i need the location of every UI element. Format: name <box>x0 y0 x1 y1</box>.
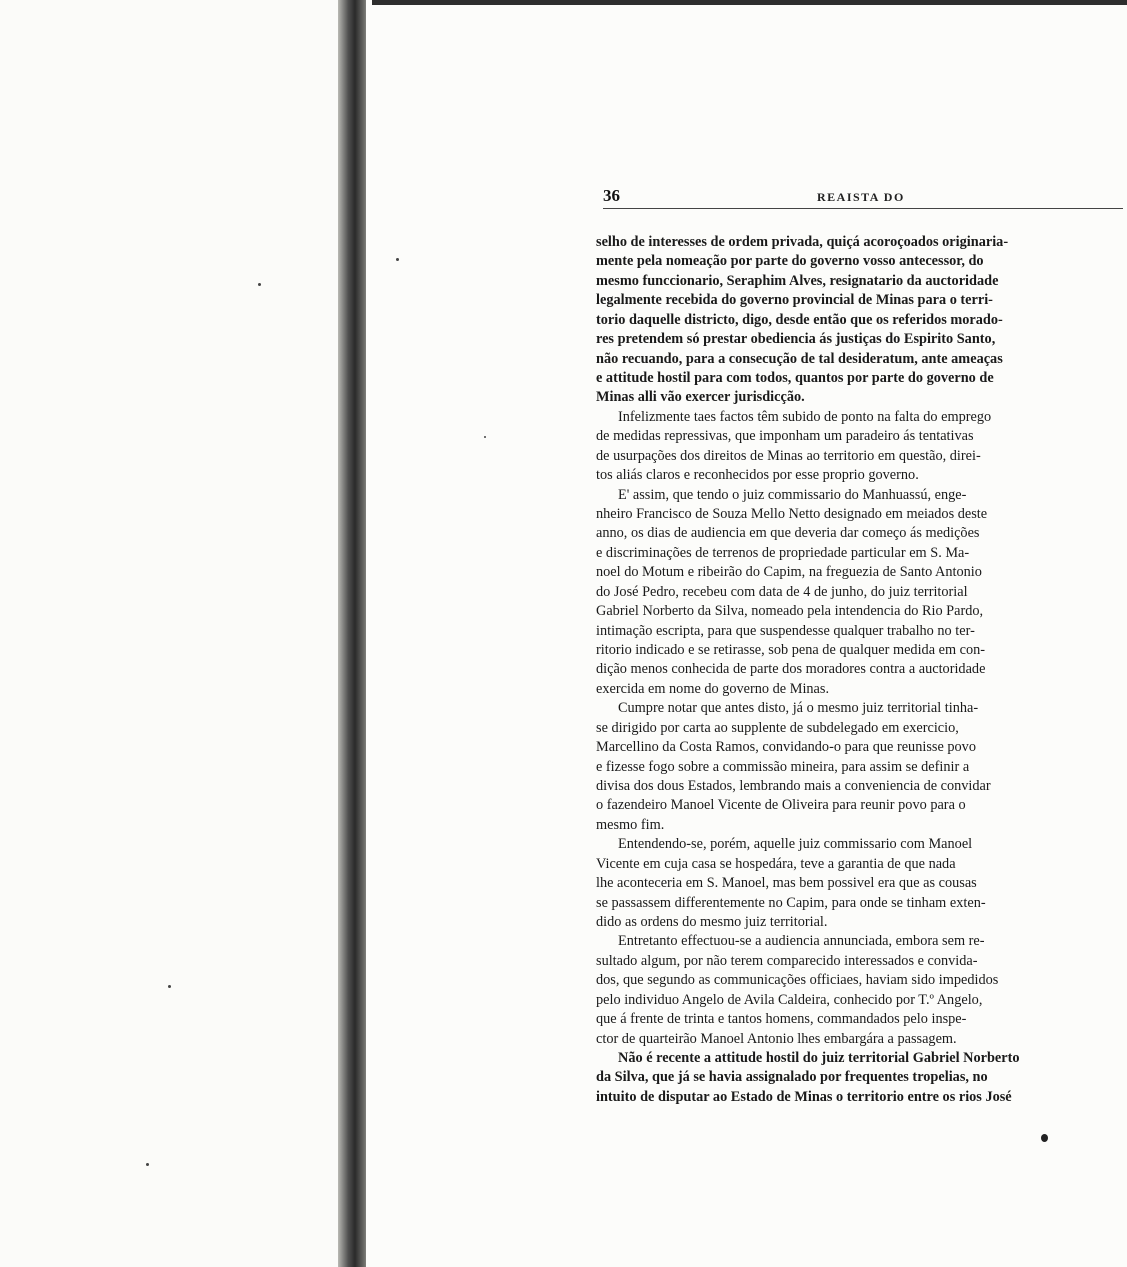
text-line: que á frente de trinta e tantos homens, commandados pelo inspe- <box>596 1011 967 1028</box>
text-line: selho de interesses de ordem privada, quiçá acoroçoados originaria- <box>596 234 1009 250</box>
text-line: mesmo fim. <box>596 816 665 833</box>
text-line: mente pela nomeação por parte do governo vosso antecessor, do <box>596 253 984 270</box>
text-line: E' assim, que tendo o juiz commissario do Manhuassú, enge- <box>618 486 967 503</box>
page-header <box>603 186 1125 210</box>
text-line: intuito de disputar ao Estado de Minas o territorio entre os rios José <box>596 1088 1012 1105</box>
text-line: Não é recente a attitude hostil do juiz territorial Gabriel Norberto <box>618 1050 1020 1067</box>
text-line: ctor de quarteirão Manoel Antonio lhes embargára a passagem. <box>596 1030 957 1047</box>
text-line: Cumpre notar que antes disto, já o mesmo juiz territorial tinha- <box>618 700 979 717</box>
text-line: de usurpações dos direitos de Minas ao territorio em questão, direi- <box>596 447 981 464</box>
text-line: e attitude hostil para com todos, quantos por parte do governo de <box>596 370 994 386</box>
text-line: lhe aconteceria em S. Manoel, mas bem possivel era que as cousas <box>596 875 977 892</box>
text-line: o fazendeiro Manoel Vicente de Oliveira para reunir povo para o <box>596 797 966 814</box>
text-line: Vicente em cuja casa se hospedára, teve a garantia de que nada <box>596 855 956 872</box>
text-line: Marcellino da Costa Ramos, convidando-o para que reunisse povo <box>596 739 976 756</box>
text-line: nheiro Francisco de Souza Mello Netto designado em meiados deste <box>596 506 988 523</box>
text-line: da Silva, que já se havia assignalado por frequentes tropelias, no <box>596 1069 988 1086</box>
text-line: pelo individuo Angelo de Avila Caldeira, conhecido por T.º Angelo, <box>596 991 983 1008</box>
text-line: divisa dos dous Estados, lembrando mais a conveniencia de convidar <box>596 778 991 795</box>
ink-speck <box>258 283 261 286</box>
text-line: sultado algum, por não terem comparecido interessados e convida- <box>596 952 978 969</box>
header-rule <box>603 208 1123 209</box>
text-line: se passassem differentemente no Capim, para onde se tinham exten- <box>596 894 986 911</box>
text-line: ritorio indicado e se retirasse, sob pena de qualquer medida em con- <box>596 642 986 659</box>
ink-speck <box>168 985 171 988</box>
text-line: noel do Motum e ribeirão do Capim, na freguezia de Santo Antonio <box>596 564 982 581</box>
text-line: do José Pedro, recebeu com data de 4 de junho, do juiz territorial <box>596 583 968 600</box>
text-line: de medidas repressivas, que imponham um paradeiro ás tentativas <box>596 428 974 445</box>
text-line: anno, os dias de audiencia em que deveria dar começo ás medições <box>596 525 980 542</box>
text-line: exercida em nome do governo de Minas. <box>596 680 830 697</box>
text-line: e fizesse fogo sobre a commissão mineira, para assim se definir a <box>596 758 970 775</box>
running-head: REAISTA DO <box>817 190 905 204</box>
text-line: legalmente recebida do governo provincial de Minas para o terri- <box>596 292 993 309</box>
ink-speck <box>484 436 486 438</box>
text-line: e discriminações de terrenos de propriedade particular em S. Ma- <box>596 544 970 561</box>
text-line: Infelizmente taes factos têm subido de ponto na falta do emprego <box>618 408 992 425</box>
text-line: Entendendo-se, porém, aquelle juiz commissario com Manoel <box>618 836 973 853</box>
text-line: se dirigido por carta ao supplente de subdelegado em exercicio, <box>596 719 959 736</box>
ink-speck <box>396 258 399 261</box>
text-line: Entretanto effectuou-se a audiencia annunciada, embora sem re- <box>618 933 985 950</box>
text-line: intimação escripta, para que suspendesse qualquer trabalho no ter- <box>596 622 975 639</box>
text-line: dos, que segundo as communicações officiaes, haviam sido impedidos <box>596 972 999 989</box>
text-line: torio daquelle districto, digo, desde então que os referidos morado- <box>596 311 1003 328</box>
text-line: res pretendem só prestar obediencia ás justiças do Espirito Santo, <box>596 331 996 348</box>
page-number: 36 <box>603 186 620 205</box>
text-line: dição menos conhecida de parte dos moradores contra a auctoridade <box>596 661 986 678</box>
page-top-edge <box>372 0 1127 5</box>
text-line: mesmo funccionario, Seraphim Alves, resignatario da auctoridade <box>596 272 999 289</box>
text-line: dido as ordens do mesmo juiz territorial. <box>596 914 828 931</box>
text-line: Minas alli vão exercer jurisdicção. <box>596 389 805 406</box>
ink-speck <box>146 1163 149 1166</box>
ink-speck <box>1041 1134 1048 1142</box>
text-line: não recuando, para a consecução de tal desideratum, ante ameaças <box>596 350 1003 367</box>
text-line: tos aliás claros e reconhecidos por esse proprio governo. <box>596 467 919 484</box>
left-blank-page <box>0 0 348 1267</box>
text-line: Gabriel Norberto da Silva, nomeado pela intendencia do Rio Pardo, <box>596 603 984 620</box>
